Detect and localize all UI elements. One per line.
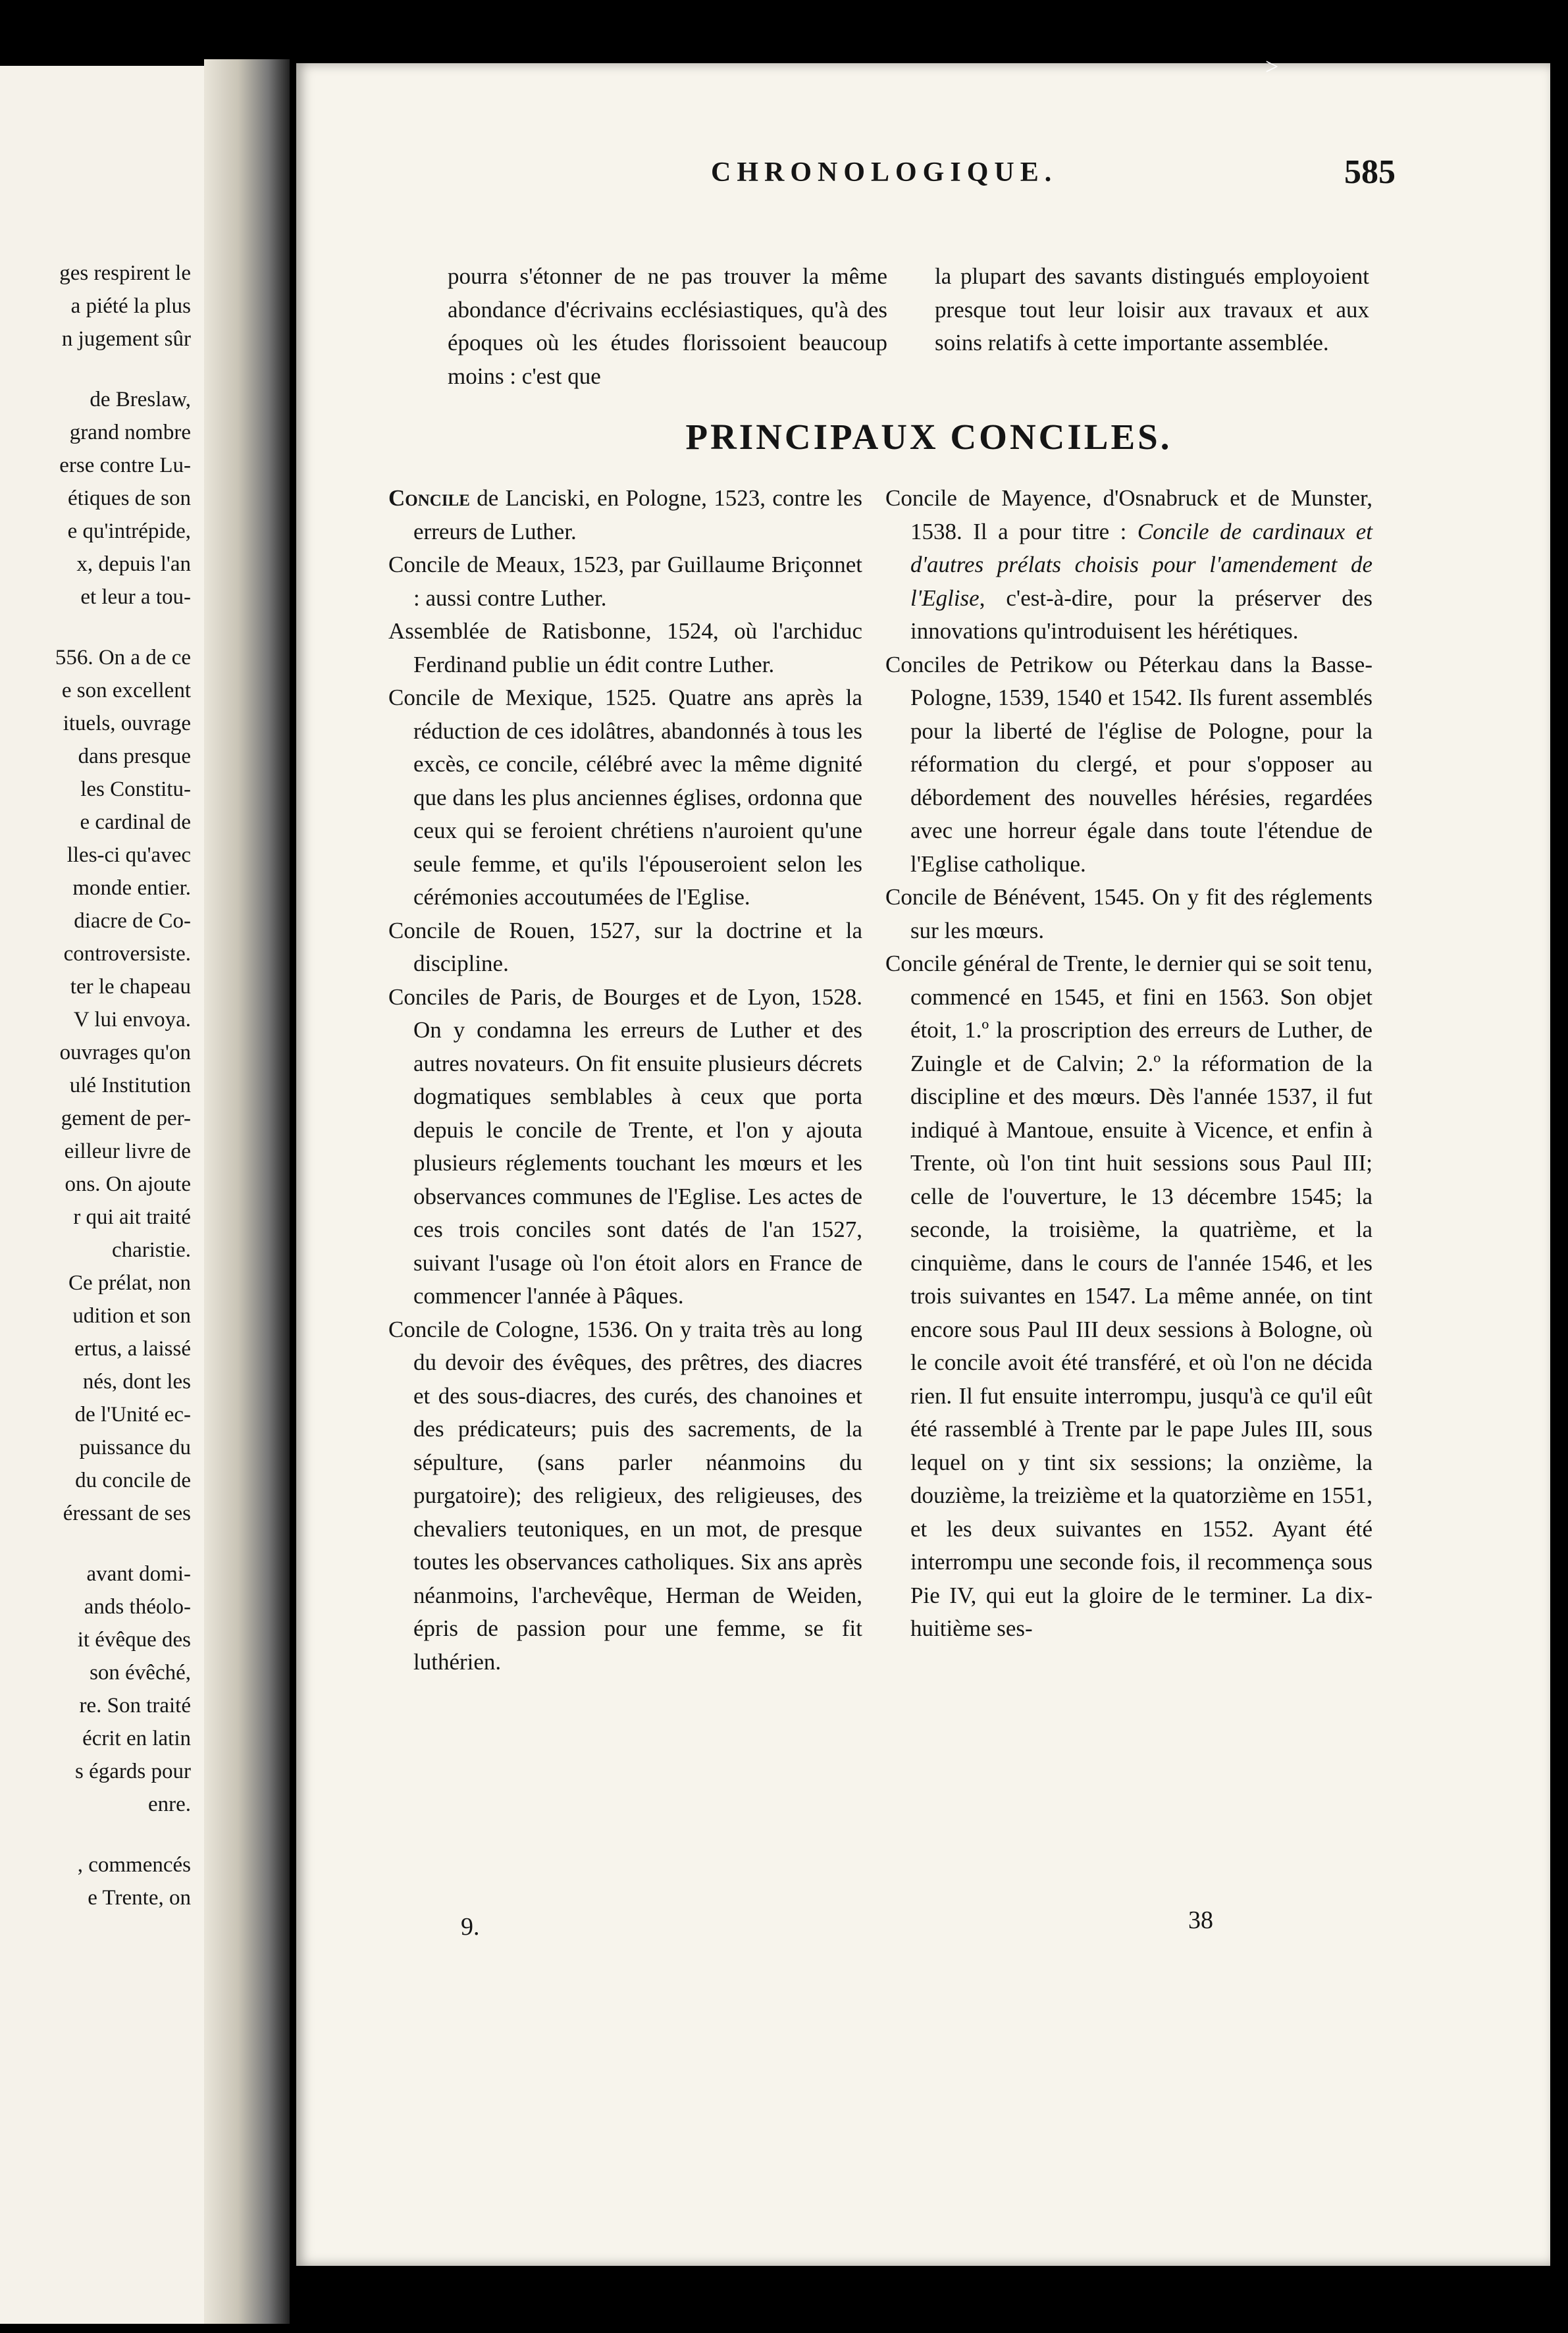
- council-entry-lanciski: [388, 482, 862, 548]
- text-line: controversiste.: [63, 942, 191, 966]
- entry-text: , c'est-à-dire, pour la préserver des innovations qu'introduisent les hérétiques.: [910, 585, 1372, 644]
- text-line: son évêché,: [90, 1661, 191, 1685]
- text-line: et leur a tou-: [80, 585, 191, 609]
- text-line: diacre de Co-: [74, 909, 191, 933]
- text-line: 556. On a de ce: [55, 646, 191, 669]
- council-entry-mexique: Concile de Mexique, 1525. Quatre ans après la réduction de ces idolâtres, abandonnés à tous les excès, ce concile, célébré avec la même dignité que dans les plus anciennes églises, ordonna que ceux qui se feroient chrétiens n'auroient qu'une seule femme, et qu'ils l'épouseroient selon les cérémonies accoutumées de l'Eglise.: [388, 685, 862, 910]
- text-line: ges respirent le: [59, 261, 191, 285]
- book-gutter: [204, 59, 290, 2324]
- text-line: étiques de son: [68, 486, 191, 510]
- page-number: 585: [1344, 153, 1396, 191]
- text-line: it évêque des: [77, 1628, 191, 1652]
- entry-text: de Lanciski, en Pologne, 1523, contre les erreurs de Luther.: [413, 485, 862, 544]
- text-line: e qu'intrépide,: [67, 519, 191, 543]
- text-line: r qui ait traité: [73, 1205, 191, 1229]
- running-head: [428, 153, 1396, 209]
- continuation-text-left: [448, 260, 887, 393]
- entry-text: Concile de Mayence, d'Osnabruck et de Munster, 1538. Il a pour titre :: [885, 485, 1372, 544]
- text-line: écrit en latin: [82, 1727, 191, 1750]
- running-title: CHRONOLOGIQUE.: [711, 157, 1058, 188]
- text-line: de l'Unité ec-: [74, 1403, 191, 1427]
- text-line: du concile de: [75, 1469, 191, 1492]
- text-line: V lui envoya.: [73, 1008, 191, 1032]
- council-entry-rouen: Concile de Rouen, 1527, sur la doctrine et la discipline.: [388, 917, 862, 976]
- text-line: de Breslaw,: [90, 388, 191, 411]
- text-line: ouvrages qu'on: [59, 1041, 191, 1064]
- council-entry-meaux: Concile de Meaux, 1523, par Guillaume Briçonnet : aussi contre Luther.: [388, 552, 862, 611]
- text-line: ertus, a laissé: [74, 1337, 191, 1361]
- council-entry-ratisbonne: Assemblée de Ratisbonne, 1524, où l'archiduc Ferdinand publie un édit contre Luther.: [388, 618, 862, 677]
- text-line: e cardinal de: [80, 810, 191, 834]
- text-line: monde entier.: [72, 876, 191, 900]
- council-entry-paris: Conciles de Paris, de Bourges et de Lyon, 1528. On y condamna les erreurs de Luther et des autres novateurs. On fit ensuite plusieurs décrets dogmatiques semblables à ceux que porta depuis le concile de Trente, et l'on y ajouta plusieurs réglements touchant les mœurs et les observances communes de l'Eglise. Les actes de ces trois conciles sont datés de l'an 1527, suivant l'usage où l'on étoit alors en France de commencer l'année à Pâques.: [388, 983, 862, 1309]
- text-line: avant domi-: [86, 1562, 191, 1586]
- text-line: , commencés: [77, 1853, 191, 1877]
- text-line: eilleur livre de: [64, 1140, 191, 1163]
- page-edge-bracket: [1554, 0, 1568, 2270]
- text-line: erse contre Lu-: [59, 454, 191, 477]
- text-line: gement de per-: [61, 1107, 191, 1130]
- text-line: lles-ci qu'avec: [66, 843, 191, 867]
- signature-mark-left: 9.: [461, 1913, 480, 1941]
- entry-lead: Concile: [388, 485, 470, 511]
- councils-column-left: [388, 482, 862, 1679]
- paragraph: pourra s'étonner de ne pas trouver la même abondance d'écrivains ecclésiastiques, qu'à des époques où les études florissoient beaucoup moins : c'est que: [448, 263, 887, 389]
- council-entry-mayence: [885, 482, 1372, 648]
- text-line: Ce prélat, non: [68, 1271, 191, 1295]
- text-line: a piété la plus: [70, 294, 191, 318]
- text-line: ands théolo-: [84, 1595, 191, 1619]
- section-title: PRINCIPAUX CONCILES.: [685, 417, 1172, 457]
- text-line: s égards pour: [75, 1760, 191, 1783]
- text-line: grand nombre: [69, 421, 191, 444]
- entry-title-italic: Concile de cardinaux et d'autres prélats choisis pour l'amendement de l'Eglise: [910, 518, 1372, 611]
- corner-mark: >: [1265, 53, 1279, 80]
- councils-column-right: [885, 482, 1372, 1646]
- text-line: x, depuis l'an: [76, 552, 191, 576]
- council-entry-cologne: Concile de Cologne, 1536. On y traita très au long du devoir des évêques, des prêtres, des diacres et des sous-diacres, des curés, des chanoines et des prédicateurs; puis des sacrements, de la sépulture, (sans parler néanmoins du purgatoire); des religieux, des religieuses, des chevaliers teutoniques, en un mot, de presque toutes les observances catholiques. Six ans après néanmoins, l'archevêque, Herman de Weiden, épris de passion pour une femme, se fit luthérien.: [388, 1316, 862, 1675]
- text-line: e son excellent: [61, 679, 191, 702]
- text-line: e Trente, on: [88, 1886, 191, 1910]
- continuation-text-right: [935, 260, 1369, 360]
- text-line: ons. On ajoute: [65, 1172, 191, 1196]
- council-entry-benevent: Concile de Bénévent, 1545. On y fit des réglements sur les mœurs.: [885, 884, 1372, 943]
- text-line: n jugement sûr: [61, 327, 191, 351]
- text-line: les Constitu-: [80, 777, 191, 801]
- text-line: charistie.: [111, 1238, 191, 1262]
- council-entry-petrikow: Conciles de Petrikow ou Péterkau dans la Basse-Pologne, 1539, 1540 et 1542. Ils furent assemblés pour la liberté de l'église de Pologne, pour la réformation du clergé, et pour s'opposer au débordement des nouvelles hérésies, regardées avec une horreur égale dans toute l'étendue de l'Eglise catholique.: [885, 651, 1372, 877]
- previous-page-text: [0, 257, 204, 1914]
- text-line: udition et son: [72, 1304, 191, 1328]
- text-line: ter le chapeau: [70, 975, 191, 999]
- text-line: re. Son traité: [79, 1694, 191, 1717]
- text-line: dans presque: [78, 745, 191, 768]
- paragraph: la plupart des savants distingués employoient presque tout leur loisir aux travaux et aux soins relatifs à cette importante assemblée.: [935, 263, 1369, 355]
- text-line: ituels, ouvrage: [63, 712, 191, 735]
- text-line: puissance du: [79, 1436, 191, 1459]
- council-entry-trente: Concile général de Trente, le dernier qui se soit tenu, commencé en 1545, et fini en 1563. Son objet étoit, 1.º la proscription des erreurs de Luther, de Zuingle et de Calvin; 2.º la réformation de la discipline et des mœurs. Dès l'année 1537, il fut indiqué à Mantoue, ensuite à Vicence, et enfin à Trente, où l'on tint huit sessions sous Paul III; celle de l'ouverture, le 13 décembre 1545; la seconde, la troisième, la quatrième, et la cinquième, dans le cours de l'année 1546, et les trois suivantes en 1547. La même année, on tint encore sous Paul III deux sessions à Bologne, où le concile avoit été transféré, et où l'on ne décida rien. Il fut ensuite interrompu, jusqu'à ce qu'il eût été rassemblé à Trente par le pape Jules III, sous lequel on y tint six sessions; la onzième, la douzième, la treizième et la quatorzième en 1551, et les deux suivantes en 1552. Ayant été interrompu une seconde fois, il recommença sous Pie IV, qui eut la gloire de le terminer. La dix-huitième ses-: [885, 951, 1372, 1641]
- text-line: éressant de ses: [63, 1502, 191, 1525]
- text-line: ulé Institution: [69, 1074, 191, 1097]
- text-line: nés, dont les: [82, 1370, 191, 1394]
- previous-page-fragment: [0, 66, 204, 2324]
- signature-mark-right: 38: [1188, 1906, 1213, 1934]
- text-line: enre.: [147, 1793, 191, 1816]
